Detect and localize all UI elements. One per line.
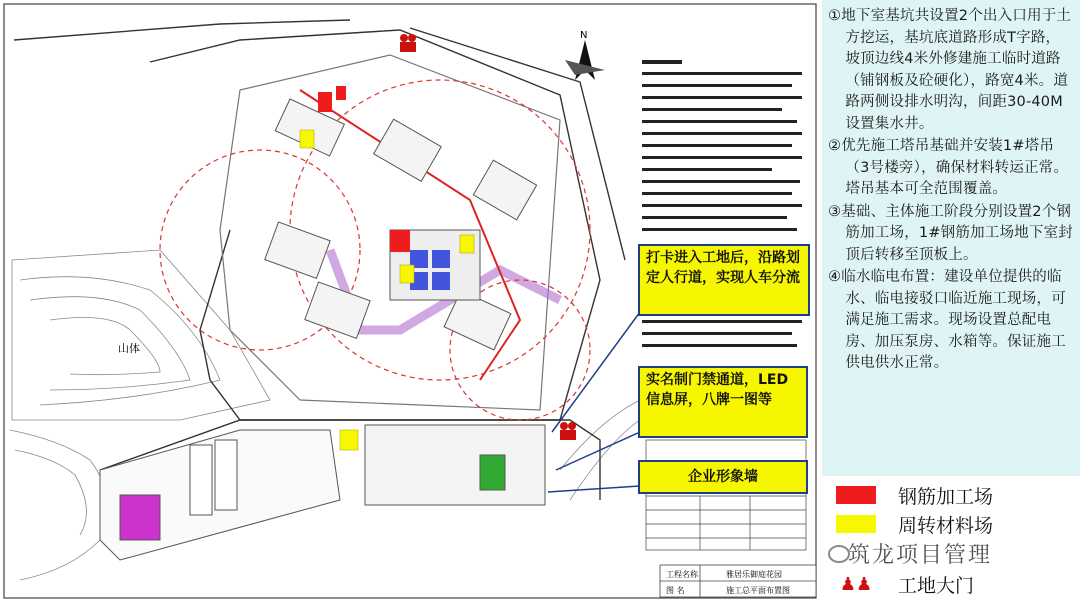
- note-2: ②优先施工塔吊基础并安装1#塔吊（3号楼旁），确保材料转运正常。塔吊基本可全范围覆盖。: [828, 138, 1069, 197]
- mountain-label: 山体: [118, 342, 140, 355]
- note-3: ③基础、主体施工阶段分别设置2个钢筋加工场，1#钢筋加工场地下室封顶后转移至顶板上。: [828, 203, 1073, 263]
- turnover-swatch: [836, 515, 876, 533]
- legend-turnover-label: 周转材料场: [898, 514, 994, 537]
- note-4: ④临水临电布置：建设单位提供的临水、临电接驳口临近施工现场，可满足施工需求。现场设置总配电房、加压泵房、水箱等。保证施工供电供水正常。: [828, 269, 1066, 371]
- wechat-icon: [828, 545, 850, 563]
- watermark: 筑龙项目管理: [848, 543, 993, 568]
- legend-gate-label: 工地大门: [898, 574, 975, 597]
- gate-icon: ♟♟: [839, 573, 873, 595]
- note-1: ①地下室基坑共设置2个出入口用于土方挖运，基坑底道路形成T字路，坡顶边线4米外修建施工临时道路（铺钢板及砼硬化），路宽4米。道路两侧设排水明沟，间距30-40M设置集水井。: [828, 8, 1072, 132]
- callout-access-control: 实名制门禁通道，LED信息屏，八牌一图等: [638, 366, 808, 438]
- legend-gate: [836, 570, 974, 598]
- rebar-swatch: [836, 486, 876, 504]
- legend-rebar: [836, 481, 993, 509]
- drawing-name-label: 图 名: [666, 586, 685, 595]
- notes-panel: [822, 0, 1080, 476]
- project-name-label: 工程名称: [666, 570, 698, 579]
- callout-image-wall: 企业形象墙: [638, 460, 808, 494]
- north-label: N: [580, 30, 588, 41]
- legend-turnover: [836, 510, 993, 538]
- legend-rebar-label: 钢筋加工场: [898, 485, 994, 508]
- callout-pedestrian-path: 打卡进入工地后，沿路划定人行道，实现人车分流: [638, 244, 810, 316]
- drawing-name-value: 施工总平面布置图: [726, 586, 790, 595]
- project-name-value: 雅居乐御庭花园: [726, 570, 782, 579]
